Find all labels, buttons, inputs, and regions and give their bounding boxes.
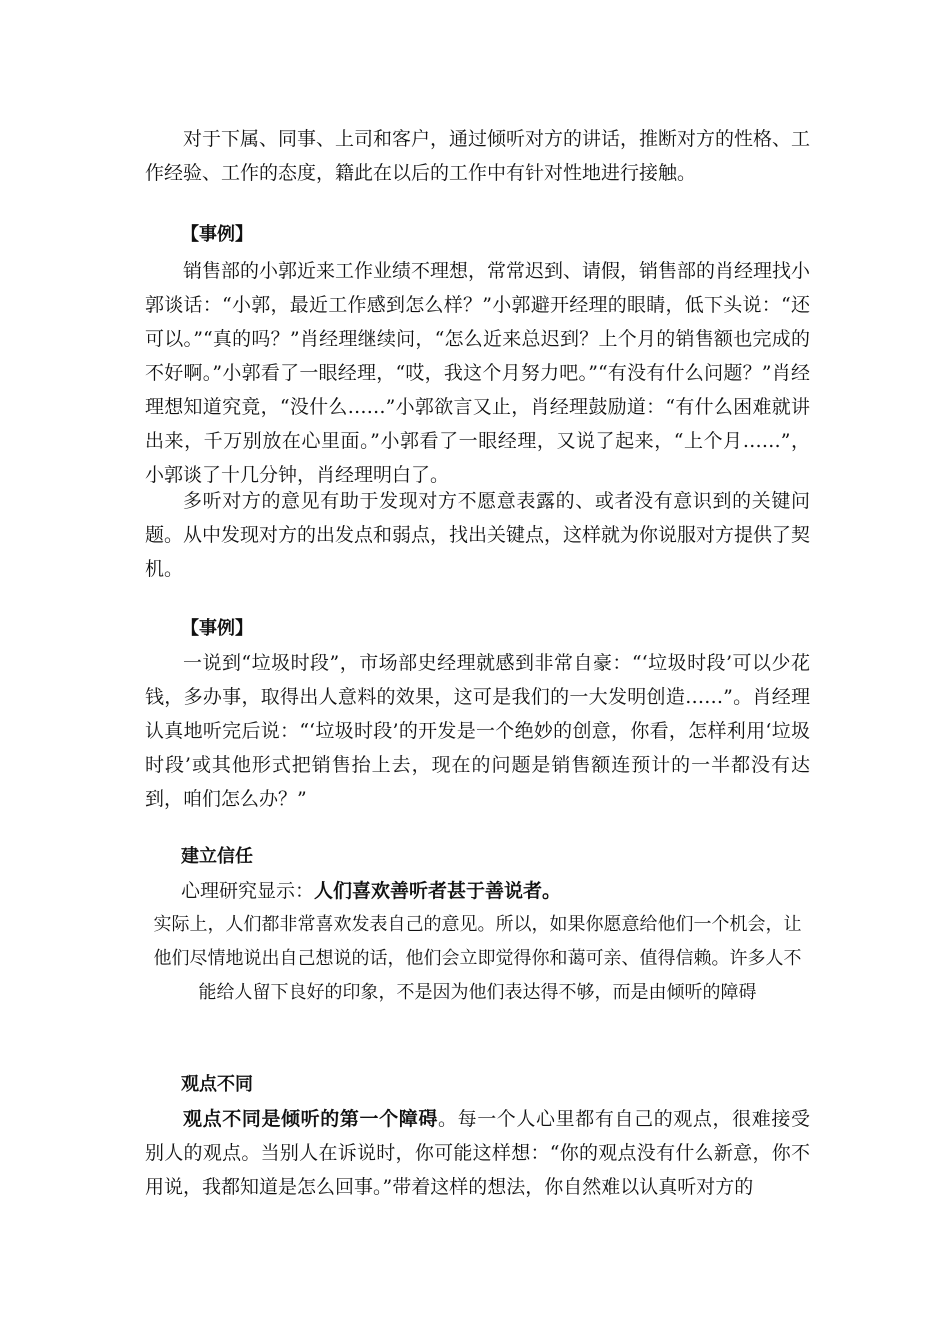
case1-story-text: 销售部的小郭近来工作业绩不理想，常常迟到、请假，销售部的肖经理找小郭谈话：“小郭，最近工作感到怎么样？”小郭避开经理的眼睛，低下头说：“还可以。”“真的吗？”肖经理继续问，“怎么近来总迟到？上个月的销售额也完成的不好啊。”小郭看了一眼经理，“哎，我这个月努力吧。”“有没有什么问题？”肖经理想知道究竟，“没什么……”小郭欲言又止，肖经理鼓励道：“有什么困难就讲出来，千万别放在心里面。”小郭看了一眼经理，又说了起来，“上个月……”，小郭谈了十几分钟，肖经理明白了。 — [145, 260, 811, 486]
trust-body-text: 实际上，人们都非常喜欢发表自己的意见。所以，如果你愿意给他们一个机会，让他们尽情地说出自己想说的话，他们会立即觉得你和蔼可亲、值得信赖。许多人不能给人留下良好的印象，不是因为他们表达得不够，而是由倾听的障碍 — [153, 914, 802, 1003]
case2-story-paragraph — [145, 646, 810, 816]
case1-insight-paragraph — [145, 484, 810, 586]
trust-lead-paragraph — [181, 874, 810, 908]
views-body-paragraph — [145, 1102, 810, 1204]
case2-story-text: 一说到“垃圾时段”，市场部史经理就感到非常自豪：“‘垃圾时段’可以少花钱，多办事，取得出人意料的效果，这可是我们的一大发明创造……”。肖经理认真地听完后说：“‘垃圾时段’的开发是一个绝妙的创意，你看，怎样利用‘垃圾时段’或其他形式把销售抬上去，现在的问题是销售额连预计的一半都没有达到，咱们怎么办？” — [145, 652, 810, 810]
case1-heading: 【事例】 — [181, 224, 253, 245]
views-body-rest: 。每一个人心里都有自己的观点，很难接受别人的观点。当别人在诉说时，你可能这样想：“你的观点没有什么新意，你不用说，我都知道是怎么回事。”带着这样的想法，你自然难以认真听对方的 — [145, 1108, 810, 1198]
intro-paragraph — [145, 122, 810, 190]
views-body-bold: 观点不同是倾听的第一个障碍 — [183, 1108, 438, 1130]
case1-insight-text: 多听对方的意见有助于发现对方不愿意表露的、或者没有意识到的关键问题。从中发现对方的出发点和弱点，找出关键点，这样就为你说服对方提供了契机。 — [145, 490, 811, 580]
case1-story-paragraph — [145, 254, 810, 492]
trust-lead-bold: 人们喜欢善听者甚于善说者。 — [314, 880, 562, 902]
trust-body-paragraph — [145, 908, 810, 1010]
trust-lead-prefix: 心理研究显示： — [181, 880, 315, 902]
views-heading: 观点不同 — [181, 1074, 253, 1095]
intro-text: 对于下属、同事、上司和客户，通过倾听对方的讲话，推断对方的性格、工作经验、工作的态度，籍此在以后的工作中有针对性地进行接触。 — [145, 128, 811, 184]
case2-heading: 【事例】 — [181, 618, 253, 639]
trust-heading: 建立信任 — [181, 846, 253, 867]
